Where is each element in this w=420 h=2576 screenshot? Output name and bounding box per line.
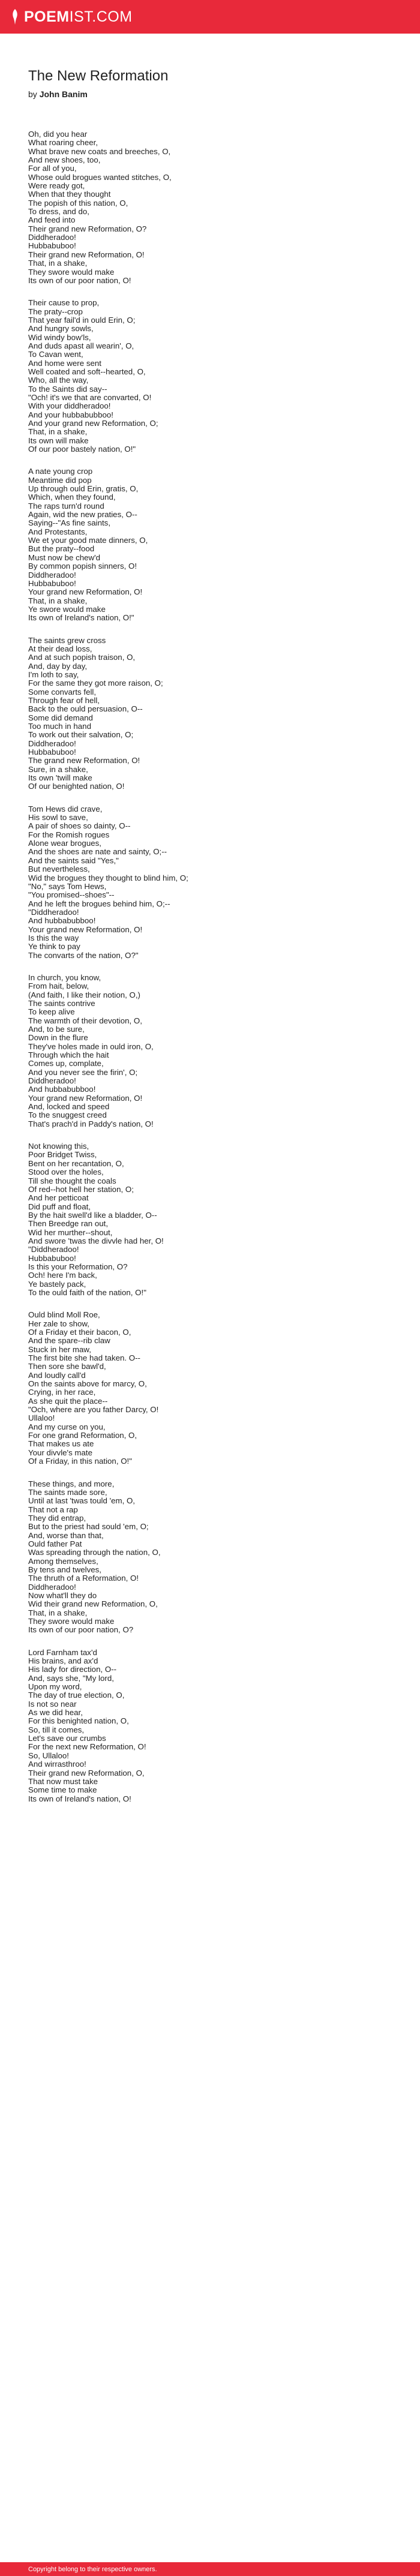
poem-line: Hubbabuboo! — [28, 241, 76, 251]
poem-body — [28, 130, 388, 1817]
poem-line: When that they thought — [28, 190, 111, 199]
poem-line: On the saints above for marcy, O, — [28, 1379, 147, 1389]
stanza — [28, 637, 388, 791]
poem-line: Till she thought the coals — [28, 1176, 116, 1185]
poem-line: Of a Friday et their bacon, O, — [28, 1328, 131, 1337]
logo-text-light: IST.COM — [69, 8, 133, 25]
poem-line: These things, and more, — [28, 1479, 115, 1488]
poem-line: Ould blind Moll Roe, — [28, 1310, 100, 1320]
poem-line: And, locked and speed — [28, 1102, 110, 1112]
poem-line: The convarts of the nation, O?" — [28, 950, 139, 960]
poem-line: That year fail'd in ould Erin, O; — [28, 315, 136, 325]
poem-line: "Och, where are you father Darcy, O! — [28, 1405, 159, 1415]
poem-line: Not knowing this, — [28, 1142, 89, 1151]
poem-line: And, to be sure, — [28, 1025, 85, 1034]
poem-line: The thruth of a Reformation, O! — [28, 1574, 139, 1583]
poem-line: Up through ould Erin, gratis, O, — [28, 484, 139, 494]
poem-line: And, says she, "My lord, — [28, 1673, 114, 1683]
poem-line: Poor Bridget Twiss, — [28, 1150, 97, 1160]
poem-line: They did entrap, — [28, 1513, 86, 1523]
poem-line: The raps turn'd round — [28, 501, 104, 511]
poem-line: Her zale to show, — [28, 1319, 89, 1328]
poem-line: Diddheradoo! — [28, 1582, 76, 1592]
poem-line: (And faith, I like their notion, O,) — [28, 990, 140, 999]
poem-line: And the spare--rib claw — [28, 1336, 110, 1346]
poem-line: Of our benighted nation, O! — [28, 782, 125, 791]
poem-line: Ye swore would make — [28, 604, 106, 614]
poem-line: Did puff and float, — [28, 1202, 91, 1211]
poem-line: And hubbabubboo! — [28, 916, 96, 926]
poem-line: To the ould faith of the nation, O!" — [28, 1287, 146, 1297]
poem-line: Then sore she bawl'd, — [28, 1362, 106, 1371]
poem-line: To the snuggest creed — [28, 1110, 107, 1120]
poem-line: To keep alive — [28, 1007, 75, 1017]
poem-line: Then Breedge ran out, — [28, 1219, 109, 1229]
poem-line: "No," says Tom Hews, — [28, 881, 107, 891]
poem-line: I'm loth to say, — [28, 669, 79, 679]
author-link[interactable]: John Banim — [39, 89, 88, 99]
poem-line: And hubbabubboo! — [28, 1085, 96, 1094]
poem-line: For the Romish rogues — [28, 830, 110, 839]
poem-line: Well coated and soft--hearted, O, — [28, 367, 146, 376]
poem-line: Tom Hews did crave, — [28, 804, 103, 813]
poem-title: The New Reformation — [28, 68, 169, 84]
poem-line: In church, you know, — [28, 972, 101, 982]
poem-line: That makes us ate — [28, 1439, 94, 1449]
poem-line: The saints grew cross — [28, 635, 106, 645]
poem-line: As we did hear, — [28, 1708, 83, 1718]
poem-line: And you never see the firin', O; — [28, 1067, 138, 1077]
poem-line: His lady for direction, O-- — [28, 1665, 117, 1674]
poem-line: That, in a shake, — [28, 259, 88, 268]
poem-line: As she quit the place-- — [28, 1396, 108, 1406]
poem-line: "Diddheradoo! — [28, 907, 79, 917]
poem-line: And he left the brogues behind him, O;-- — [28, 899, 170, 908]
poem-line: Wid her murther--shout, — [28, 1227, 113, 1237]
poem-line: Was spreading through the nation, O, — [28, 1548, 161, 1557]
poem-line: Whose ould brogues wanted stitches, O, — [28, 172, 172, 182]
poem-line: Crying, in her race, — [28, 1388, 96, 1397]
poem-line: And the saints said "Yes," — [28, 855, 119, 865]
poem-line: And home were sent — [28, 358, 101, 368]
poem-line: At their dead loss, — [28, 644, 92, 653]
poem-line: Sure, in a shake, — [28, 764, 88, 774]
poem-line: They swore would make — [28, 267, 115, 277]
stanza — [28, 299, 388, 454]
poem-line: Is this the way — [28, 933, 79, 942]
poem-line: To Cavan went, — [28, 350, 83, 359]
poem-line: That not a rap — [28, 1505, 78, 1514]
poem-line: And my curse on you, — [28, 1422, 106, 1431]
poem-line: For all of you, — [28, 164, 77, 173]
poem-line: And swore 'twas the divvle had her, O! — [28, 1236, 164, 1245]
poem-line: The grand new Reformation, O! — [28, 756, 140, 765]
site-logo[interactable] — [11, 8, 133, 26]
stanza — [28, 1480, 388, 1635]
poem-line: Let's save our crumbs — [28, 1734, 106, 1743]
poem-line: Down in the flure — [28, 1033, 88, 1043]
poem-line: Meantime did pop — [28, 475, 92, 485]
poem-line: And hungry sowls, — [28, 324, 94, 334]
poem-line: By common popish sinners, O! — [28, 562, 137, 571]
poem-line: Your divvle's mate — [28, 1448, 92, 1457]
poem-line: Your grand new Reformation, O! — [28, 587, 143, 597]
poem-line: Too much in hand — [28, 722, 91, 731]
poem-line: Their cause to prop, — [28, 298, 100, 308]
poem-line: "Och! it's we that are convarted, O! — [28, 392, 152, 402]
poem-line: Must now be chew'd — [28, 553, 101, 562]
poem-line: Comes up, complate, — [28, 1059, 104, 1068]
poem-line: To the Saints did say-- — [28, 384, 107, 394]
poem-line: So, till it comes, — [28, 1725, 85, 1734]
poem-line: Diddheradoo! — [28, 233, 76, 242]
poem-line: The day of true election, O, — [28, 1691, 125, 1700]
poem-line: Bent on her recantation, O, — [28, 1158, 124, 1168]
poem-line: Through which the hait — [28, 1050, 109, 1060]
poem-line: Its own of Ireland's nation, O! — [28, 1794, 131, 1803]
poem-line: The saints made sore, — [28, 1487, 107, 1497]
poem-line: Now what'll they do — [28, 1590, 97, 1600]
poem-line: And duds apast all wearin', O, — [28, 341, 134, 350]
poem-line: Their grand new Reformation, O? — [28, 224, 147, 233]
poem-line: And your hubbabubboo! — [28, 410, 113, 419]
poem-line: Ould father Pat — [28, 1539, 82, 1548]
poem-line: Their grand new Reformation, O, — [28, 1768, 145, 1778]
site-footer — [0, 2562, 420, 2576]
poem-line: Who, all the way, — [28, 376, 89, 385]
poem-line: Ye think to pay — [28, 942, 80, 951]
poem-line: And her petticoat — [28, 1193, 89, 1203]
poem-line: Back to the ould persuasion, O-- — [28, 704, 143, 714]
poem-line: Were ready got, — [28, 181, 85, 191]
feather-pen-icon — [11, 9, 19, 25]
poem-line: And your grand new Reformation, O; — [28, 419, 158, 428]
stanza — [28, 1311, 388, 1466]
poem-line: For the next new Reformation, O! — [28, 1742, 146, 1752]
stanza — [28, 1649, 388, 1803]
poem-line: The popish of this nation, O, — [28, 198, 128, 208]
poem-line: Diddheradoo! — [28, 738, 76, 748]
poem-line: Some time to make — [28, 1785, 97, 1795]
poem-line: His brains, and ax'd — [28, 1656, 98, 1666]
stanza — [28, 805, 388, 960]
poem-line: What roaring cheer, — [28, 138, 98, 148]
poem-line: A nate young crop — [28, 467, 93, 476]
poem-line: That, in a shake, — [28, 1608, 88, 1617]
poem-line: They've holes made in ould iron, O, — [28, 1041, 154, 1051]
poem-line: And Protestants, — [28, 527, 88, 536]
poem-line: And the shoes are nate and sainty, O;-- — [28, 847, 167, 857]
poem-line: Which, when they found, — [28, 493, 116, 502]
poem-line: Some did demand — [28, 713, 93, 722]
poem-line: Among themselves, — [28, 1556, 98, 1566]
poem-line: Its own of Ireland's nation, O!" — [28, 613, 134, 623]
poem-line: Your grand new Reformation, O! — [28, 1093, 143, 1103]
poem-line: But to the priest had sould 'em, O; — [28, 1522, 149, 1532]
poem-line: The praty--crop — [28, 307, 83, 316]
poem-line: Hubbabuboo! — [28, 747, 76, 757]
poem-line: Wid windy bow'ls, — [28, 332, 91, 342]
poem-line: That now must take — [28, 1776, 98, 1786]
poem-line: And new shoes, too, — [28, 155, 101, 165]
logo-text-strong: POEM — [24, 8, 70, 25]
poem-line: That, in a shake, — [28, 427, 88, 437]
poem-line: Of a Friday, in this nation, O!" — [28, 1457, 132, 1466]
poem-line: "You promised--shoes"-- — [28, 890, 115, 900]
poem-line: To dress, and do, — [28, 207, 90, 217]
poem-line: "Diddheradoo! — [28, 1245, 79, 1254]
poem-line: Stuck in her maw, — [28, 1344, 91, 1354]
poem-line: Oh, did you hear — [28, 130, 88, 139]
poem-line: Stood over the holes, — [28, 1167, 104, 1177]
poem-line: A pair of shoes so dainty, O-- — [28, 821, 131, 831]
site-header — [0, 0, 420, 34]
poem-line: The warmth of their devotion, O, — [28, 1016, 142, 1025]
poem-line: With your diddheradoo! — [28, 401, 111, 411]
poem-line: Your grand new Reformation, O! — [28, 924, 143, 934]
poem-line: But nevertheless, — [28, 864, 90, 874]
poem-line: From hait, below, — [28, 981, 89, 991]
stanza — [28, 130, 388, 285]
poem-line: To work out their salvation, O; — [28, 730, 134, 740]
poem-line: And loudly call'd — [28, 1370, 86, 1380]
poem-line: And at such popish traison, O, — [28, 653, 136, 662]
poem-heading — [28, 67, 388, 100]
poem-line: What brave new coats and breeches, O, — [28, 146, 171, 156]
poem-line: Diddheradoo! — [28, 570, 76, 580]
stanza — [28, 1142, 388, 1297]
byline — [28, 89, 388, 100]
poem-line: Wid their grand new Reformation, O, — [28, 1599, 158, 1609]
poem-line: Until at last 'twas tould 'em, O, — [28, 1496, 136, 1506]
poem-line: Alone wear brogues, — [28, 839, 101, 848]
poem-line: Ullaloo! — [28, 1413, 55, 1423]
poem-line: But the praty--food — [28, 544, 95, 554]
poem-line: Its own of our poor nation, O! — [28, 275, 131, 285]
poem-line: Saying--"As fine saints, — [28, 518, 111, 528]
poem-line: The first bite she had taken. O-- — [28, 1353, 140, 1363]
poem-line: Och! here I'm back, — [28, 1271, 97, 1280]
poem-line: Of our poor bastely nation, O!" — [28, 445, 136, 454]
poem-line: The saints contrive — [28, 998, 95, 1008]
poem-line: And wirrasthroo! — [28, 1760, 86, 1769]
poem-line: And feed into — [28, 215, 76, 225]
poem-line: Is not so near — [28, 1699, 77, 1709]
byline-prefix: by — [28, 89, 37, 99]
poem-line: That's prach'd in Paddy's nation, O! — [28, 1119, 154, 1128]
poem-line: Through fear of hell, — [28, 695, 100, 705]
poem-line: And, worse than that, — [28, 1530, 104, 1540]
poem-line: Ye bastely pack, — [28, 1279, 86, 1289]
copyright-text: Copyright belong to their respective owners. — [28, 2565, 157, 2573]
poem-line: Its own of our poor nation, O? — [28, 1625, 134, 1635]
poem-line: For the same they got more raison, O; — [28, 678, 163, 688]
poem-line: So, Ullaloo! — [28, 1751, 69, 1760]
poem-line: That, in a shake, — [28, 596, 88, 605]
poem-line: Lord Farnham tax'd — [28, 1647, 97, 1657]
poem-line: Its own will make — [28, 436, 89, 445]
poem-line: By the hait swell'd like a bladder, O-- — [28, 1210, 157, 1220]
poem-line: And, day by day, — [28, 661, 88, 671]
poem-line: Their grand new Reformation, O! — [28, 250, 145, 259]
poem-line: Diddheradoo! — [28, 1076, 76, 1086]
poem-line: Some convarts fell, — [28, 687, 97, 696]
poem-line: They swore would make — [28, 1617, 115, 1626]
poem-line: Wid the brogues they thought to blind him, O; — [28, 873, 188, 882]
poem-line: Is this your Reformation, O? — [28, 1262, 128, 1271]
poem-line: Hubbabuboo! — [28, 1253, 76, 1263]
poem-line: Again, wid the new praties, O-- — [28, 510, 137, 520]
poem-line: Of red--hot hell her station, O; — [28, 1184, 134, 1194]
stanza — [28, 467, 388, 622]
poem-line: His sowl to save, — [28, 813, 88, 822]
poem-line: For one grand Reformation, O, — [28, 1431, 137, 1440]
poem-line: For this benighted nation, O, — [28, 1716, 129, 1726]
stanza — [28, 974, 388, 1128]
poem-line: Its own 'twill make — [28, 773, 92, 783]
poem-line: By tens and twelves, — [28, 1565, 101, 1574]
poem-line: Upon my word, — [28, 1682, 82, 1692]
poem-line: We et your good mate dinners, O, — [28, 536, 148, 545]
poem-line: Hubbabuboo! — [28, 578, 76, 588]
